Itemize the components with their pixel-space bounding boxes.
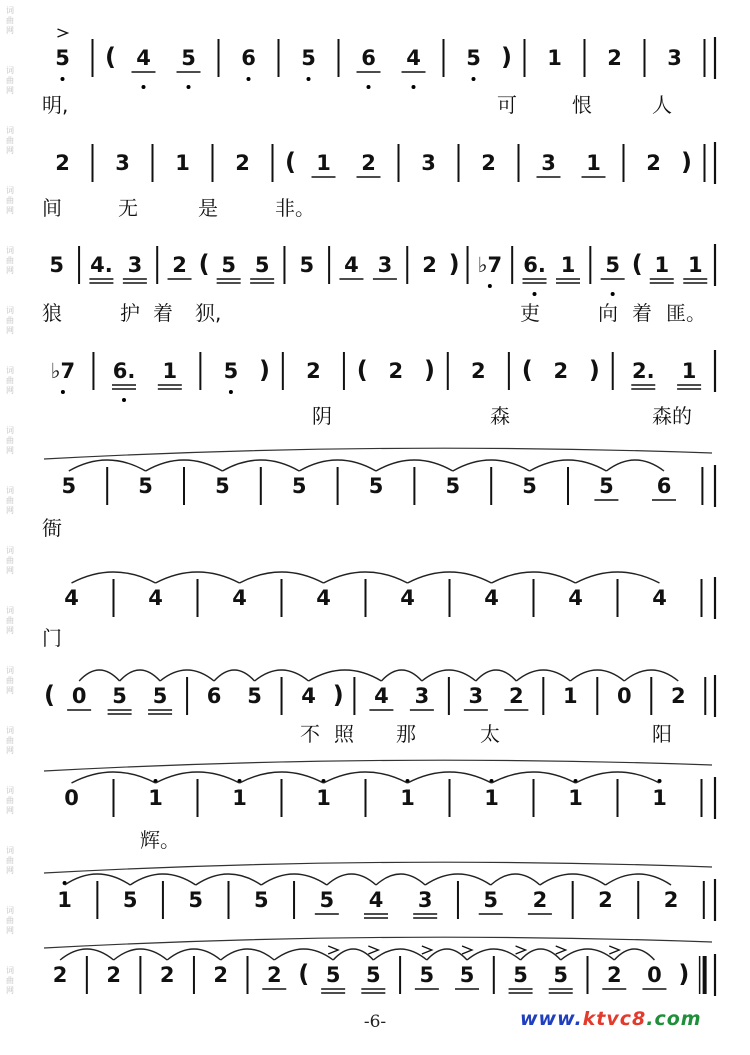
note: 2 [607,46,622,70]
note: 4 [136,46,151,70]
note: 5 [599,474,614,498]
lyric: 向 [598,301,618,325]
octave-dot-below [142,85,146,89]
octave-dot-below [247,77,251,81]
note: 1 [586,151,601,175]
lyric: 阴 [312,404,332,428]
note: 5 [483,888,499,912]
note: 2 [532,888,548,912]
site-logo-part: .com [646,1008,702,1030]
octave-dot-below [122,398,126,402]
note: 5 [466,46,481,70]
note: 2 [266,963,282,987]
note: 5 [188,888,204,912]
tie-slur [427,949,467,960]
octave-dot-below [61,390,65,394]
octave-dot-below [611,292,615,296]
note: 3 [667,46,682,70]
note: 3 [541,151,556,175]
note: 3 [377,253,393,277]
note: 1 [400,786,415,810]
lyric: 明, [42,93,69,117]
note: 5 [522,474,537,498]
parenthesis: ( [198,250,210,278]
note: 2 [553,359,569,383]
note: 1 [652,786,667,810]
lyric: 辉。 [140,828,180,852]
tie-slur [476,670,516,681]
note: 5 [605,253,620,277]
note: 1 [654,253,670,277]
note: 5 [152,684,168,708]
parenthesis: ( [521,356,533,384]
lyric: 人 [652,93,672,117]
note: 5 [112,684,127,708]
watermark-text: 词曲网 [6,906,14,935]
note: 4 [400,586,415,610]
note: 2 [172,253,187,277]
octave-dot-below [307,77,311,81]
note: 2 [646,151,661,175]
note: 1 [547,46,562,70]
note: 5 [291,474,307,498]
watermark-text: 词曲网 [6,426,14,455]
lyric: 森的 [652,404,692,428]
note: 6. [112,359,136,383]
accent-mark [556,946,566,954]
note: 6 [241,46,256,70]
note: 5 [223,359,239,383]
watermark-text: 词曲网 [6,606,14,635]
note: 1 [57,888,72,912]
note: 2 [509,684,524,708]
note: 2 [663,888,679,912]
note: 6 [656,474,672,498]
note: 2 [388,359,404,383]
tie-slur [120,670,160,681]
note: 5 [553,963,569,987]
note: 2 [235,151,250,175]
octave-dot-below [533,292,537,296]
note: 5 [301,46,316,70]
note: 2 [481,151,496,175]
note: 2 [159,963,175,987]
watermark-text: 词曲网 [6,966,14,995]
parenthesis: ) [678,960,690,988]
tie-slur [376,874,425,885]
note: 5 [419,963,435,987]
note: 4 [368,888,384,912]
phrase-slur [44,448,712,459]
note: 5 [247,684,262,708]
note: 2 [598,888,613,912]
note: 5 [319,888,335,912]
note: 1 [568,786,583,810]
note: 1 [316,151,331,175]
watermark-text: 词曲网 [6,306,14,335]
tie-slur [381,670,421,681]
note: 4 [406,46,421,70]
accent-mark [422,946,432,954]
octave-dot-below [61,77,65,81]
lyric: 太 [480,722,500,746]
note: 2 [306,359,321,383]
parenthesis: ) [423,356,435,384]
watermark-text: 词曲网 [6,846,14,875]
note: 4 [301,684,316,708]
octave-dot-below [488,284,492,288]
lyric: 可 [497,93,517,117]
parenthesis: ) [588,356,600,384]
note: 5 [49,253,65,277]
note: 4 [652,586,667,610]
note: 1 [232,786,247,810]
lyric: 狈, [195,301,222,325]
phrase-slur [44,862,712,873]
watermark-text: 词曲网 [6,666,14,695]
note: 0 [71,684,87,708]
tie-slur [614,949,654,960]
note: 4 [344,253,359,277]
note: 5 [122,888,138,912]
note: ♭7 [477,253,503,277]
tie-slur [214,670,254,681]
note: 5 [254,253,270,277]
accent-mark [609,946,619,954]
parenthesis: ) [681,148,692,176]
note: 5 [368,474,384,498]
note: 4 [568,586,583,610]
parenthesis: ( [43,681,55,709]
note: 4 [316,586,331,610]
note: 1 [560,253,576,277]
tie-slur [333,949,373,960]
note: 5 [55,46,70,70]
note: 4 [374,684,389,708]
note: 1 [175,151,190,175]
tie-slur [491,874,540,885]
tie-slur [327,874,376,885]
note: 1 [563,684,578,708]
note: 1 [316,786,331,810]
site-logo-part: ktvc8 [582,1008,647,1030]
note: 5 [138,474,153,498]
lyric: 着 [153,301,173,325]
phrase-slur [44,760,712,771]
lyric: 着 [632,301,652,325]
note: 3 [421,151,436,175]
lyric: 匪。 [666,301,706,325]
tie-slur [309,670,382,681]
octave-dot-below [187,85,191,89]
watermark-text: 词曲网 [6,246,14,275]
watermark-text: 词曲网 [6,546,14,575]
note: 5 [215,474,230,498]
note: ♭7 [50,359,76,383]
tie-slur [606,460,664,471]
note: 1 [681,359,697,383]
note: 2 [55,151,70,175]
note: 5 [366,963,381,987]
lyric: 不 [300,722,320,746]
note: 4 [484,586,499,610]
note: 1 [162,359,178,383]
note: 3 [115,151,130,175]
note: 5 [513,963,528,987]
note: 4 [148,586,163,610]
note: 2 [52,963,68,987]
note: 4. [90,253,113,277]
lyric: 恨 [572,93,592,117]
note: 3 [417,888,433,912]
parenthesis: ) [448,250,460,278]
lyric: 是 [198,196,218,220]
note: 2 [106,963,121,987]
note: 5 [299,253,315,277]
tie-slur [521,949,561,960]
parenthesis: ( [631,250,643,278]
lyric: 护 [120,301,140,325]
lyric: 照 [334,722,354,746]
watermark-text: 词曲网 [6,726,14,755]
accent-mark [462,946,472,954]
octave-dot-below [367,85,371,89]
lyric: 门 [42,626,62,650]
lyric: 非。 [275,196,315,220]
lyric: 间 [42,196,62,220]
lyric: 衙 [42,516,62,540]
note: 4 [232,586,247,610]
note: 5 [61,474,77,498]
note: 6 [361,46,376,70]
note: 5 [459,963,475,987]
lyric: 无 [118,196,138,220]
site-logo [520,1008,702,1030]
watermark-text: 词曲网 [6,186,14,215]
accent-mark [368,946,378,954]
tie-slur [79,670,119,681]
note: 1 [148,786,163,810]
accent-mark [328,946,338,954]
note: 5 [221,253,236,277]
note: 0 [64,786,79,810]
lyric: 吏 [520,301,540,325]
watermark-text: 词曲网 [6,366,14,395]
parenthesis: ( [298,960,310,988]
note: 2. [631,359,655,383]
octave-dot-below [412,85,416,89]
note: 5 [181,46,196,70]
note: 1 [484,786,499,810]
note: 3 [414,684,430,708]
parenthesis: ) [501,43,512,71]
octave-dot-below [229,390,233,394]
note: 2 [361,151,376,175]
parenthesis: ) [259,356,270,384]
lyric: 狼 [42,301,62,325]
note: 2 [670,684,686,708]
note: 1 [687,253,703,277]
accent-mark [58,29,68,37]
note: 0 [647,963,662,987]
note: 4 [64,586,79,610]
parenthesis: ( [105,43,116,71]
parenthesis: ( [285,148,296,176]
note: 5 [253,888,269,912]
page-number: -6- [363,1012,387,1032]
note: 0 [616,684,632,708]
watermark-text: 词曲网 [6,786,14,815]
parenthesis: ) [332,681,344,709]
note: 5 [325,963,341,987]
watermark-text: 词曲网 [6,66,14,95]
watermark-text: 词曲网 [6,486,14,515]
accent-mark [516,946,526,954]
lyric: 那 [396,722,416,746]
note: 3 [468,684,484,708]
tie-slur [274,949,333,960]
note: 2 [471,359,486,383]
lyric: 森 [490,404,510,428]
octave-dot-below [472,77,476,81]
note: 2 [422,253,437,277]
note: 6. [523,253,546,277]
watermark-text: 词曲网 [6,126,14,155]
note: 3 [127,253,143,277]
parenthesis: ( [356,356,368,384]
note: 2 [213,963,229,987]
lyric: 阳 [652,722,672,746]
note: 6 [206,684,222,708]
note: 5 [445,474,461,498]
site-logo-part: www. [520,1008,583,1030]
watermark-text: 词曲网 [6,6,14,35]
note: 2 [606,963,622,987]
